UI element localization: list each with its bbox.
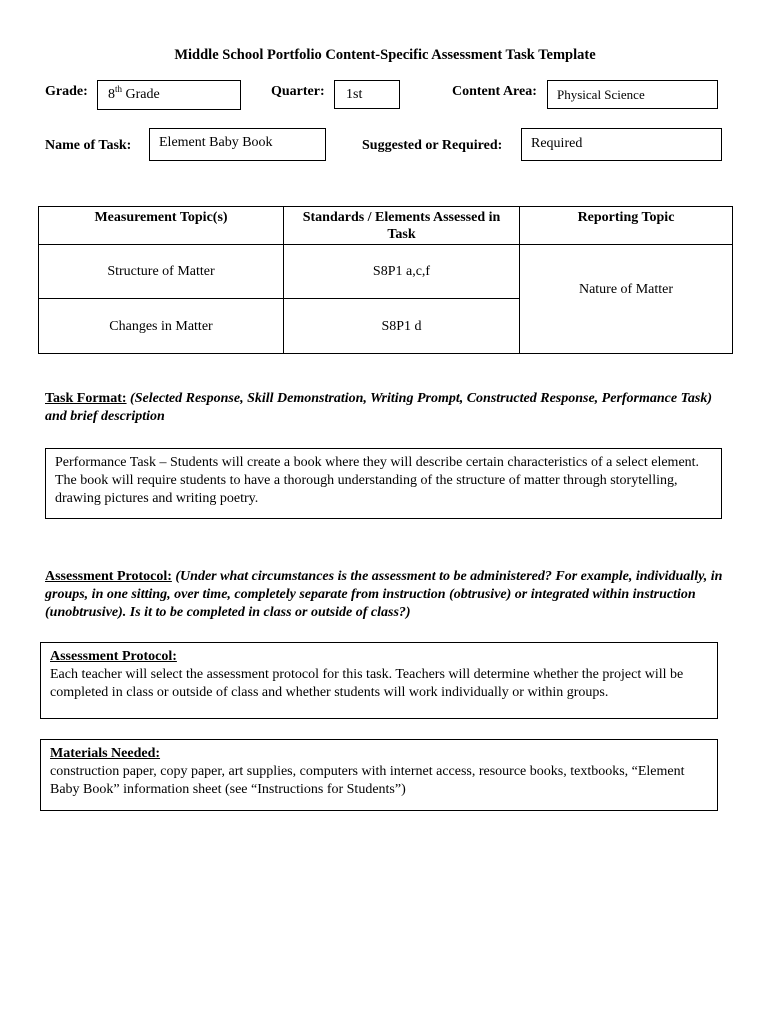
quarter-label: Quarter: bbox=[271, 84, 325, 99]
task-name-value: Element Baby Book bbox=[159, 135, 273, 150]
task-format-heading: Task Format: (Selected Response, Skill Demonstration, Writing Prompt, Constructed Response, Performance Task) and brief description bbox=[45, 391, 712, 424]
assessment-protocol-box-text: Each teacher will select the assessment protocol for this task. Teachers will determine whether the project will be completed in class or outside of class and whether students will work individually or within groups. bbox=[50, 667, 684, 700]
quarter-value: 1st bbox=[346, 87, 363, 102]
task-name-label: Name of Task: bbox=[45, 138, 132, 153]
topics-table bbox=[38, 206, 733, 354]
assessment-protocol-heading: Assessment Protocol: (Under what circumstances is the assessment to be administered? For example, individually, in groups, in one sitting, over time, completely separate from instruction (obtrusive) or integrated within instruction (unobtrusive). Is it to be completed in class or outside of class?) bbox=[45, 569, 723, 620]
quarter-field[interactable] bbox=[334, 80, 400, 109]
table-row bbox=[39, 245, 733, 299]
task-format-description: Performance Task – Students will create a book where they will describe certain characteristics of a select element. The book will require students to have a thorough understanding of the structure of matter through storytelling, drawing pictures and writing poetry. bbox=[55, 455, 700, 506]
row1-standard: S8P1 a,c,f bbox=[284, 245, 520, 299]
materials-text: construction paper, copy paper, art supplies, computers with internet access, resource books, textbooks, “Element Baby Book” information sheet (see “Instructions for Students”) bbox=[50, 764, 685, 797]
header-measurement-topic: Measurement Topic(s) bbox=[39, 207, 284, 245]
materials-title: Materials Needed: bbox=[50, 746, 161, 761]
page-title: Middle School Portfolio Content-Specific Assessment Task Template bbox=[174, 47, 596, 63]
content-area-value: Physical Science bbox=[557, 87, 645, 102]
suggested-value: Required bbox=[531, 136, 583, 151]
row1-topic: Structure of Matter bbox=[39, 245, 284, 299]
content-area-label: Content Area: bbox=[452, 84, 537, 99]
grade-value: 8th Grade bbox=[108, 84, 160, 102]
suggested-label: Suggested or Required: bbox=[362, 138, 503, 153]
row2-standard: S8P1 d bbox=[284, 299, 520, 354]
task-name-field[interactable] bbox=[149, 128, 326, 161]
header-standards: Standards / Elements Assessed in Task bbox=[284, 207, 520, 245]
suggested-field[interactable] bbox=[521, 128, 722, 161]
reporting-topic-cell: Nature of Matter bbox=[520, 245, 733, 354]
task-format-box bbox=[45, 448, 722, 519]
row2-topic: Changes in Matter bbox=[39, 299, 284, 354]
grade-field[interactable] bbox=[97, 80, 241, 110]
assessment-protocol-box-title: Assessment Protocol: bbox=[50, 649, 177, 664]
materials-box bbox=[40, 739, 718, 811]
grade-label: Grade: bbox=[45, 84, 88, 99]
content-area-field[interactable] bbox=[547, 80, 718, 109]
assessment-protocol-box bbox=[40, 642, 718, 719]
header-reporting-topic: Reporting Topic bbox=[520, 207, 733, 245]
